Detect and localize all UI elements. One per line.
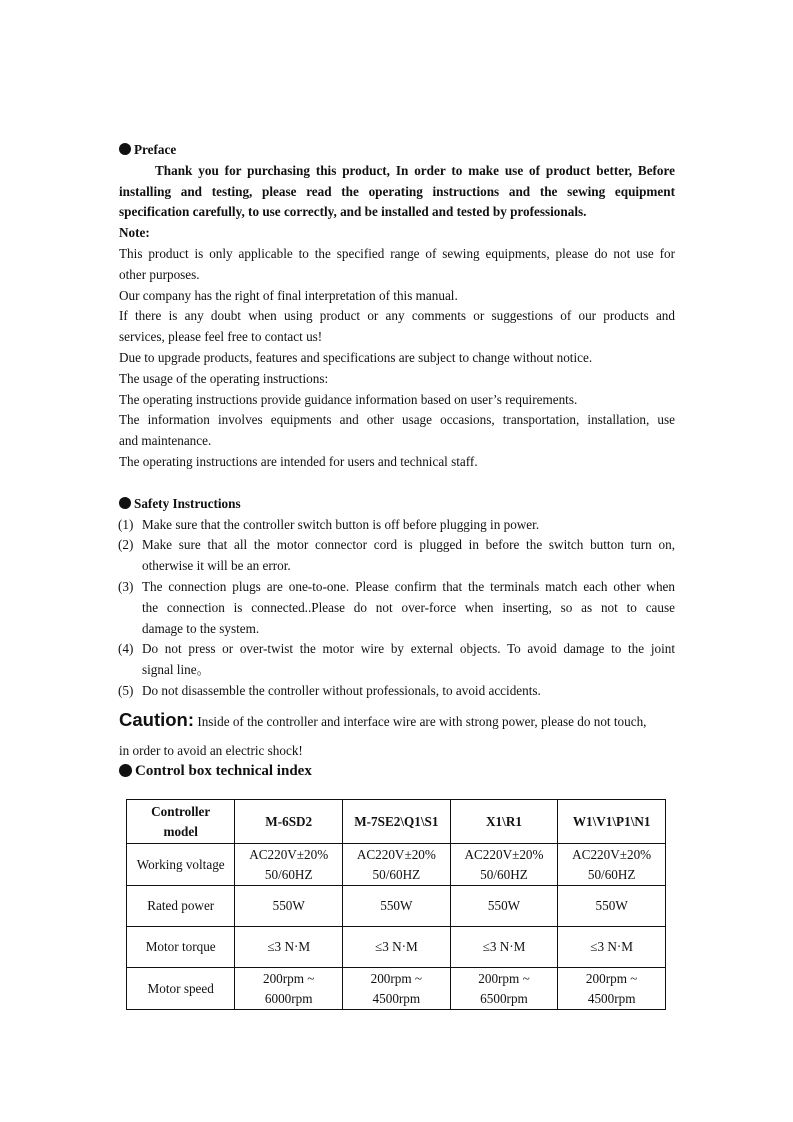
safety-heading-text: Safety Instructions bbox=[134, 495, 241, 511]
item-text: Make sure that the controller switch button is off before plugging in power. bbox=[142, 516, 540, 532]
cell-line: 4500rpm bbox=[372, 990, 421, 1006]
preface-line: This product is only applicable to the specified range of sewing equipments, please do not use for bbox=[119, 245, 675, 261]
cell-line: AC220V±20% bbox=[572, 846, 652, 862]
cell-line: 200rpm ~ bbox=[370, 970, 423, 986]
table-cell: 550W bbox=[450, 886, 558, 927]
table-cell bbox=[235, 968, 343, 1010]
table-cell bbox=[343, 968, 451, 1010]
cell-line: 50/60HZ bbox=[587, 866, 636, 882]
header-label-line: Controller bbox=[151, 803, 211, 819]
cell-line: AC220V±20% bbox=[356, 846, 436, 862]
item-text: Make sure that all the motor connector cord is plugged in before the switch button turn on, bbox=[142, 537, 675, 553]
cell-line: AC220V±20% bbox=[249, 846, 329, 862]
cell-line: AC220V±20% bbox=[464, 846, 544, 862]
cell-line: 50/60HZ bbox=[372, 866, 421, 882]
table-row bbox=[127, 927, 666, 968]
cell-line: 200rpm ~ bbox=[262, 970, 315, 986]
preface-line: The information involves equipments and other usage occasions, transportation, installation, use bbox=[119, 412, 675, 428]
cell-line: 6500rpm bbox=[480, 990, 528, 1006]
table-cell bbox=[235, 844, 343, 886]
table-cell bbox=[558, 844, 666, 886]
preface-bold-line: Thank you for purchasing this product, In order to make use of product better, Before bbox=[155, 162, 675, 178]
caution-line-2: in order to avoid an electric shock! bbox=[119, 742, 303, 758]
preface-line: If there is any doubt when using product or any comments or suggestions of our products and bbox=[119, 308, 675, 324]
preface-line: and maintenance. bbox=[119, 433, 212, 449]
safety-item bbox=[118, 681, 675, 702]
table-row bbox=[127, 844, 666, 886]
caution-word: Caution: bbox=[119, 708, 195, 730]
header-cell-model: W1\V1\P1\N1 bbox=[558, 800, 666, 844]
table-cell: 550W bbox=[343, 886, 451, 927]
preface-line: The usage of the operating instructions: bbox=[119, 370, 329, 386]
header-label-line: model bbox=[163, 823, 198, 839]
item-number: (1) bbox=[118, 516, 134, 532]
table-cell bbox=[558, 968, 666, 1010]
header-cell-model: M-7SE2\Q1\S1 bbox=[343, 800, 451, 844]
preface-heading bbox=[119, 140, 675, 161]
row-label: Rated power bbox=[127, 886, 235, 927]
preface-line: The operating instructions are intended for users and technical staff. bbox=[119, 453, 478, 469]
safety-item bbox=[118, 639, 675, 681]
caution-text: Inside of the controller and interface wire are with strong power, please do not touch, bbox=[194, 713, 647, 729]
document-page bbox=[119, 140, 675, 782]
table-row bbox=[127, 968, 666, 1010]
header-cell-model: X1\R1 bbox=[450, 800, 558, 844]
item-number: (5) bbox=[118, 682, 134, 698]
caution-line bbox=[119, 710, 675, 733]
row-label: Motor speed bbox=[127, 968, 235, 1010]
preface-bold-line: specification carefully, to use correctly, and be installed and tested by professionals. bbox=[119, 204, 587, 220]
safety-item bbox=[118, 535, 675, 577]
table-cell: ≤3 N·M bbox=[235, 927, 343, 968]
item-text: otherwise it will be an error. bbox=[142, 558, 291, 574]
table-cell bbox=[450, 968, 558, 1010]
preface-line: services, please feel free to contact us! bbox=[119, 329, 323, 345]
safety-item bbox=[118, 577, 675, 639]
item-text: damage to the system. bbox=[142, 620, 260, 636]
table-cell: ≤3 N·M bbox=[558, 927, 666, 968]
cell-line: 50/60HZ bbox=[264, 866, 313, 882]
cell-line: 50/60HZ bbox=[480, 866, 528, 882]
item-number: (3) bbox=[118, 578, 134, 594]
table-cell bbox=[450, 844, 558, 886]
table-cell: 550W bbox=[235, 886, 343, 927]
safety-heading bbox=[119, 494, 675, 515]
preface-line: other purposes. bbox=[119, 266, 200, 282]
note-label: Note: bbox=[119, 225, 150, 241]
table-row bbox=[127, 886, 666, 927]
bullet-icon bbox=[119, 764, 132, 777]
control-box-heading-text: Control box technical index bbox=[135, 763, 312, 780]
preface-heading-text: Preface bbox=[134, 142, 177, 157]
preface-line: Due to upgrade products, features and specifications are subject to change without notice. bbox=[119, 349, 593, 365]
item-text: The connection plugs are one-to-one. Please confirm that the terminals match each other when bbox=[142, 578, 675, 594]
cell-line: 200rpm ~ bbox=[585, 970, 638, 986]
cell-line: 4500rpm bbox=[587, 990, 636, 1006]
row-label: Working voltage bbox=[127, 844, 235, 886]
preface-line: Our company has the right of final interpretation of this manual. bbox=[119, 287, 458, 303]
bullet-icon bbox=[119, 497, 131, 509]
bullet-icon bbox=[119, 143, 131, 155]
cell-line: 6000rpm bbox=[264, 990, 313, 1006]
table-header-row bbox=[127, 800, 666, 844]
table-cell: ≤3 N·M bbox=[343, 927, 451, 968]
spec-table bbox=[126, 799, 666, 1010]
item-text: Do not press or over-twist the motor wire by external objects. To avoid damage to the joint bbox=[142, 641, 675, 657]
cell-line: 200rpm ~ bbox=[478, 970, 530, 986]
item-text: the connection is connected..Please do not over-force when inserting, so as not to cause bbox=[142, 599, 675, 615]
row-label: Motor torque bbox=[127, 927, 235, 968]
safety-item bbox=[118, 515, 675, 536]
item-number: (2) bbox=[118, 537, 134, 553]
header-cell-label bbox=[127, 800, 235, 844]
item-text: Do not disassemble the controller without professionals, to avoid accidents. bbox=[142, 682, 541, 698]
preface-bold-line: installing and testing, please read the operating instructions and the sewing equipment bbox=[119, 183, 675, 199]
table-cell: 550W bbox=[558, 886, 666, 927]
table-cell bbox=[343, 844, 451, 886]
item-number: (4) bbox=[118, 641, 134, 657]
item-text: signal line。 bbox=[142, 662, 210, 678]
table-cell: ≤3 N·M bbox=[450, 927, 558, 968]
header-cell-model: M-6SD2 bbox=[235, 800, 343, 844]
preface-line: The operating instructions provide guidance information based on user’s requirements. bbox=[119, 391, 578, 407]
control-box-heading bbox=[119, 761, 675, 782]
